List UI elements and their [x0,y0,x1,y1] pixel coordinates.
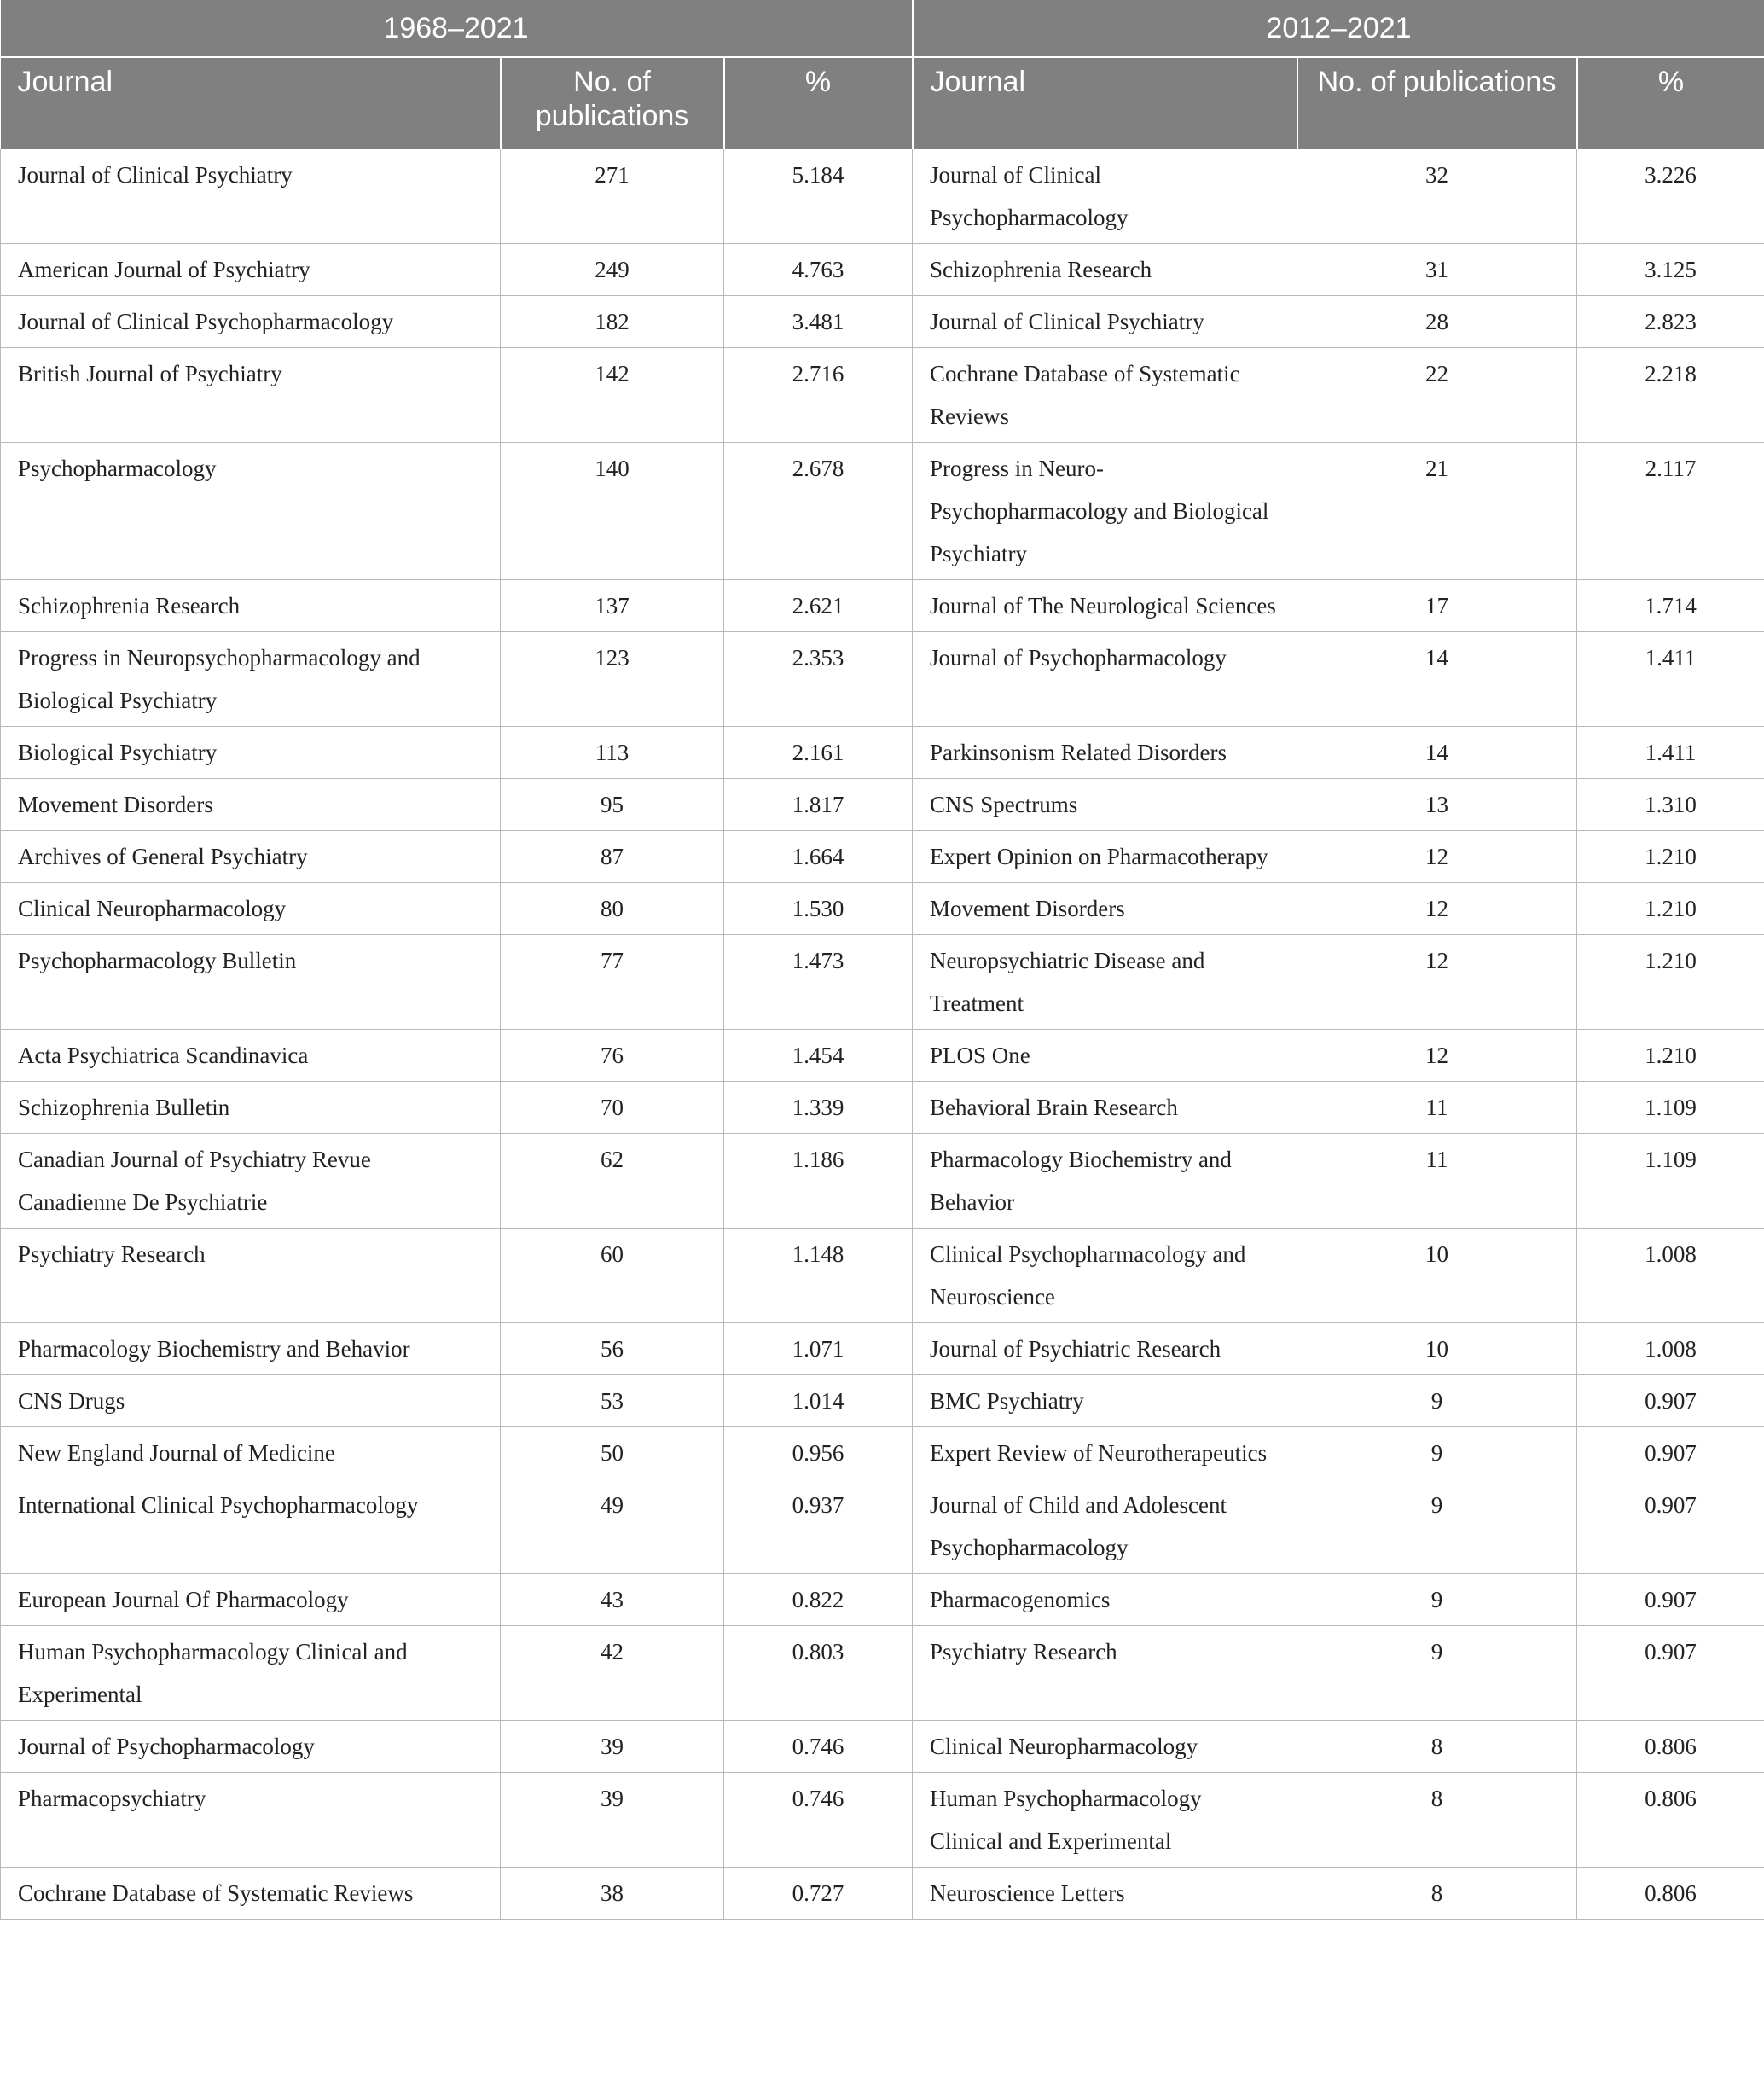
count-1968-2021-cell: 137 [501,580,724,632]
table-row [1,1721,1764,1773]
percent-2012-2021-cell: 0.907 [1577,1375,1764,1427]
journal-2012-2021-cell: Journal of Child and Adolescent Psychopharmacology [913,1479,1297,1574]
percent-2012-2021-cell: 1.210 [1577,935,1764,1030]
table-row [1,1030,1764,1082]
journal-1968-2021-cell: Schizophrenia Bulletin [1,1082,501,1134]
journal-1968-2021-cell: Psychopharmacology [1,443,501,580]
count-2012-2021-cell: 12 [1297,831,1577,883]
percent-2012-2021-cell: 1.008 [1577,1229,1764,1323]
count-1968-2021-cell: 76 [501,1030,724,1082]
percent-2012-2021-cell: 0.806 [1577,1868,1764,1920]
count-1968-2021-cell: 142 [501,348,724,443]
count-2012-2021-cell: 10 [1297,1323,1577,1375]
journal-1968-2021-cell: Biological Psychiatry [1,727,501,779]
count-1968-2021-cell: 182 [501,296,724,348]
journal-2012-2021-cell: Behavioral Brain Research [913,1082,1297,1134]
count-2012-2021-cell: 11 [1297,1082,1577,1134]
table-row [1,883,1764,935]
percent-2012-2021-cell: 2.823 [1577,296,1764,348]
table-row [1,580,1764,632]
percent-1968-2021-cell: 1.454 [724,1030,913,1082]
count-1968-2021-cell: 49 [501,1479,724,1574]
percent-1968-2021-cell: 4.763 [724,244,913,296]
journal-1968-2021-cell: Human Psychopharmacology Clinical and Experimental [1,1626,501,1721]
journal-1968-2021-cell: CNS Drugs [1,1375,501,1427]
count-2012-2021-cell: 11 [1297,1134,1577,1229]
percent-1968-2021-cell: 2.621 [724,580,913,632]
journal-2012-2021-cell: Pharmacology Biochemistry and Behavior [913,1134,1297,1229]
col-percent-right: % [1577,57,1764,149]
journal-1968-2021-cell: American Journal of Psychiatry [1,244,501,296]
count-1968-2021-cell: 50 [501,1427,724,1479]
count-2012-2021-cell: 9 [1297,1626,1577,1721]
table-body [1,149,1764,1920]
column-header-row [1,57,1764,149]
table-row [1,149,1764,244]
journal-2012-2021-cell: Schizophrenia Research [913,244,1297,296]
journal-1968-2021-cell: European Journal Of Pharmacology [1,1574,501,1626]
percent-2012-2021-cell: 0.907 [1577,1427,1764,1479]
count-2012-2021-cell: 12 [1297,1030,1577,1082]
journal-2012-2021-cell: Clinical Psychopharmacology and Neuroscience [913,1229,1297,1323]
percent-1968-2021-cell: 0.822 [724,1574,913,1626]
count-2012-2021-cell: 9 [1297,1479,1577,1574]
journal-1968-2021-cell: Cochrane Database of Systematic Reviews [1,1868,501,1920]
journal-2012-2021-cell: PLOS One [913,1030,1297,1082]
col-count-left: No. of publications [501,57,724,149]
journal-1968-2021-cell: Psychiatry Research [1,1229,501,1323]
percent-1968-2021-cell: 1.339 [724,1082,913,1134]
count-1968-2021-cell: 249 [501,244,724,296]
table-row [1,1427,1764,1479]
count-2012-2021-cell: 8 [1297,1773,1577,1868]
percent-2012-2021-cell: 0.806 [1577,1773,1764,1868]
table-row [1,244,1764,296]
percent-1968-2021-cell: 1.664 [724,831,913,883]
table-row [1,1868,1764,1920]
journal-2012-2021-cell: Human Psychopharmacology Clinical and Experimental [913,1773,1297,1868]
percent-2012-2021-cell: 1.411 [1577,727,1764,779]
percent-1968-2021-cell: 1.530 [724,883,913,935]
journal-1968-2021-cell: Movement Disorders [1,779,501,831]
journal-2012-2021-cell: Psychiatry Research [913,1626,1297,1721]
percent-1968-2021-cell: 1.473 [724,935,913,1030]
percent-1968-2021-cell: 5.184 [724,149,913,244]
journal-2012-2021-cell: Parkinsonism Related Disorders [913,727,1297,779]
count-2012-2021-cell: 14 [1297,632,1577,727]
percent-1968-2021-cell: 2.716 [724,348,913,443]
table-row [1,1134,1764,1229]
count-2012-2021-cell: 9 [1297,1427,1577,1479]
count-2012-2021-cell: 32 [1297,149,1577,244]
count-1968-2021-cell: 60 [501,1229,724,1323]
percent-2012-2021-cell: 3.125 [1577,244,1764,296]
journal-2012-2021-cell: Journal of Clinical Psychopharmacology [913,149,1297,244]
percent-2012-2021-cell: 1.210 [1577,831,1764,883]
count-1968-2021-cell: 56 [501,1323,724,1375]
count-1968-2021-cell: 80 [501,883,724,935]
count-2012-2021-cell: 21 [1297,443,1577,580]
percent-1968-2021-cell: 2.161 [724,727,913,779]
count-2012-2021-cell: 31 [1297,244,1577,296]
percent-1968-2021-cell: 1.817 [724,779,913,831]
count-1968-2021-cell: 43 [501,1574,724,1626]
percent-2012-2021-cell: 1.210 [1577,883,1764,935]
count-2012-2021-cell: 8 [1297,1721,1577,1773]
count-1968-2021-cell: 87 [501,831,724,883]
journal-2012-2021-cell: Expert Opinion on Pharmacotherapy [913,831,1297,883]
count-2012-2021-cell: 9 [1297,1375,1577,1427]
journal-2012-2021-cell: Journal of Psychopharmacology [913,632,1297,727]
percent-1968-2021-cell: 1.186 [724,1134,913,1229]
table-row [1,1626,1764,1721]
journal-1968-2021-cell: British Journal of Psychiatry [1,348,501,443]
journal-1968-2021-cell: Archives of General Psychiatry [1,831,501,883]
count-2012-2021-cell: 17 [1297,580,1577,632]
count-1968-2021-cell: 39 [501,1773,724,1868]
table-row [1,1229,1764,1323]
percent-2012-2021-cell: 0.907 [1577,1574,1764,1626]
count-2012-2021-cell: 8 [1297,1868,1577,1920]
percent-2012-2021-cell: 1.411 [1577,632,1764,727]
count-1968-2021-cell: 62 [501,1134,724,1229]
count-2012-2021-cell: 13 [1297,779,1577,831]
count-2012-2021-cell: 12 [1297,883,1577,935]
percent-1968-2021-cell: 0.746 [724,1721,913,1773]
percent-1968-2021-cell: 0.746 [724,1773,913,1868]
journal-1968-2021-cell: Acta Psychiatrica Scandinavica [1,1030,501,1082]
percent-2012-2021-cell: 1.310 [1577,779,1764,831]
percent-2012-2021-cell: 1.109 [1577,1082,1764,1134]
count-2012-2021-cell: 10 [1297,1229,1577,1323]
journal-1968-2021-cell: Clinical Neuropharmacology [1,883,501,935]
count-1968-2021-cell: 38 [501,1868,724,1920]
journal-1968-2021-cell: Progress in Neuropsychopharmacology and Biological Psychiatry [1,632,501,727]
journal-1968-2021-cell: Psychopharmacology Bulletin [1,935,501,1030]
journal-2012-2021-cell: CNS Spectrums [913,779,1297,831]
journal-1968-2021-cell: Journal of Clinical Psychiatry [1,149,501,244]
count-2012-2021-cell: 12 [1297,935,1577,1030]
journal-2012-2021-cell: Movement Disorders [913,883,1297,935]
journal-2012-2021-cell: Progress in Neuro-Psychopharmacology and Biological Psychiatry [913,443,1297,580]
count-1968-2021-cell: 39 [501,1721,724,1773]
percent-1968-2021-cell: 2.353 [724,632,913,727]
percent-1968-2021-cell: 1.071 [724,1323,913,1375]
table-row [1,831,1764,883]
count-1968-2021-cell: 123 [501,632,724,727]
period-right-header: 2012–2021 [913,0,1764,57]
col-journal-left: Journal [1,57,501,149]
percent-1968-2021-cell: 2.678 [724,443,913,580]
table-row [1,632,1764,727]
journal-1968-2021-cell: Schizophrenia Research [1,580,501,632]
percent-1968-2021-cell: 1.148 [724,1229,913,1323]
journal-1968-2021-cell: New England Journal of Medicine [1,1427,501,1479]
percent-2012-2021-cell: 0.907 [1577,1626,1764,1721]
journal-2012-2021-cell: Neuroscience Letters [913,1868,1297,1920]
table-header [1,0,1764,149]
period-left-header: 1968–2021 [1,0,913,57]
table-row [1,779,1764,831]
percent-1968-2021-cell: 1.014 [724,1375,913,1427]
journal-2012-2021-cell: Pharmacogenomics [913,1574,1297,1626]
table-row [1,1479,1764,1574]
journal-2012-2021-cell: Neuropsychiatric Disease and Treatment [913,935,1297,1030]
table-row [1,1323,1764,1375]
table-row [1,1082,1764,1134]
journal-2012-2021-cell: Journal of Psychiatric Research [913,1323,1297,1375]
count-2012-2021-cell: 28 [1297,296,1577,348]
count-2012-2021-cell: 22 [1297,348,1577,443]
percent-2012-2021-cell: 1.008 [1577,1323,1764,1375]
col-count-right: No. of publications [1297,57,1577,149]
journal-2012-2021-cell: Journal of Clinical Psychiatry [913,296,1297,348]
percent-1968-2021-cell: 0.727 [724,1868,913,1920]
col-percent-left: % [724,57,913,149]
table-row [1,348,1764,443]
percent-2012-2021-cell: 1.210 [1577,1030,1764,1082]
count-2012-2021-cell: 14 [1297,727,1577,779]
period-header-row [1,0,1764,57]
journal-1968-2021-cell: Canadian Journal of Psychiatry Revue Canadienne De Psychiatrie [1,1134,501,1229]
col-journal-right: Journal [913,57,1297,149]
journal-2012-2021-cell: BMC Psychiatry [913,1375,1297,1427]
percent-2012-2021-cell: 0.907 [1577,1479,1764,1574]
count-1968-2021-cell: 95 [501,779,724,831]
journal-2012-2021-cell: Journal of The Neurological Sciences [913,580,1297,632]
journal-2012-2021-cell: Cochrane Database of Systematic Reviews [913,348,1297,443]
table-row [1,935,1764,1030]
percent-2012-2021-cell: 3.226 [1577,149,1764,244]
percent-2012-2021-cell: 1.109 [1577,1134,1764,1229]
journal-1968-2021-cell: Pharmacopsychiatry [1,1773,501,1868]
journal-2012-2021-cell: Clinical Neuropharmacology [913,1721,1297,1773]
table-row [1,443,1764,580]
count-1968-2021-cell: 113 [501,727,724,779]
percent-2012-2021-cell: 2.117 [1577,443,1764,580]
table-row [1,1375,1764,1427]
table-row [1,727,1764,779]
journal-1968-2021-cell: Journal of Clinical Psychopharmacology [1,296,501,348]
count-1968-2021-cell: 42 [501,1626,724,1721]
percent-2012-2021-cell: 2.218 [1577,348,1764,443]
journal-1968-2021-cell: International Clinical Psychopharmacology [1,1479,501,1574]
count-1968-2021-cell: 70 [501,1082,724,1134]
percent-1968-2021-cell: 0.937 [724,1479,913,1574]
percent-1968-2021-cell: 3.481 [724,296,913,348]
table-row [1,1773,1764,1868]
journal-2012-2021-cell: Expert Review of Neurotherapeutics [913,1427,1297,1479]
percent-2012-2021-cell: 0.806 [1577,1721,1764,1773]
percent-1968-2021-cell: 0.956 [724,1427,913,1479]
journal-1968-2021-cell: Pharmacology Biochemistry and Behavior [1,1323,501,1375]
percent-1968-2021-cell: 0.803 [724,1626,913,1721]
count-1968-2021-cell: 53 [501,1375,724,1427]
journal-1968-2021-cell: Journal of Psychopharmacology [1,1721,501,1773]
table-row [1,296,1764,348]
count-1968-2021-cell: 271 [501,149,724,244]
count-2012-2021-cell: 9 [1297,1574,1577,1626]
percent-2012-2021-cell: 1.714 [1577,580,1764,632]
count-1968-2021-cell: 77 [501,935,724,1030]
count-1968-2021-cell: 140 [501,443,724,580]
table-row [1,1574,1764,1626]
